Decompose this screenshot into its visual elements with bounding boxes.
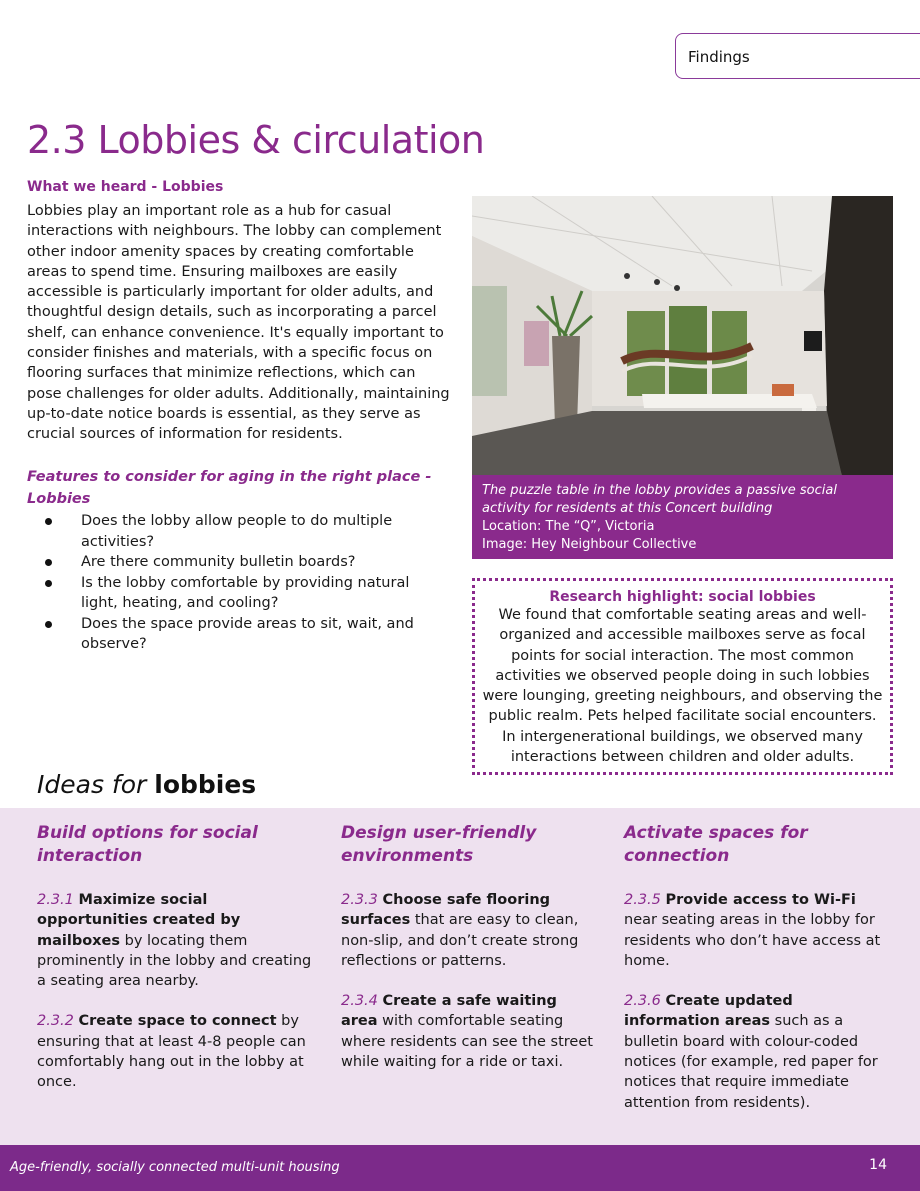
ideas-column-heading: Build options for social interaction [37,823,258,866]
idea-text: by locating them prominently in the lobby and creating a seating area nearby. [37,932,312,990]
ideas-title-bold: lobbies [154,770,257,799]
page-title: 2.3 Lobbies & circulation [27,118,485,162]
idea-item [624,991,889,1113]
ideas-column-connection [624,822,889,1133]
idea-number: 2.3.4 [341,993,378,1010]
photo-caption [472,475,893,559]
ideas-title [37,770,256,799]
ideas-column-heading: Design user-friendly environments [341,823,537,866]
idea-text: by ensuring that at least 4-8 people can comfortably hang out in the lobby at once. [37,1013,306,1091]
ideas-panel [0,808,920,1145]
photo-location: Location: The “Q”, Victoria [482,519,655,534]
ideas-column-heading: Activate spaces for connection [624,823,808,866]
idea-item [37,1011,317,1092]
feature-item: Are there community bulletin boards? [27,552,447,573]
page-footer [0,1145,920,1191]
idea-item [341,890,596,971]
idea-text: near seating areas in the lobby for residents who don’t have access at home. [624,912,881,969]
feature-item: Does the lobby allow people to do multiple activities? [27,511,447,552]
idea-item [341,991,596,1072]
idea-bold: Maximize social opportunities created by mailboxes [37,892,241,949]
idea-text: with comfortable seating where residents can see the street while waiting for a ride or taxi. [341,1013,593,1071]
features-heading: Features to consider for aging in the right place - Lobbies [27,469,432,507]
lobby-photo-illustration [472,196,893,476]
feature-item: Does the space provide areas to sit, wait, and observe? [27,614,447,655]
idea-text: such as a bulletin board with colour-coded notices (for example, red paper for notices that require immediate attention from residents). [624,1013,878,1111]
idea-number: 2.3.6 [624,993,661,1010]
idea-item [624,890,889,971]
idea-number: 2.3.3 [341,892,378,908]
idea-bold: Create a safe waiting area [341,993,557,1030]
footer-text: Age-friendly, socially connected multi-unit housing [10,1160,340,1175]
idea-item [37,890,317,991]
idea-number: 2.3.5 [624,892,661,908]
lobby-photo [472,196,893,476]
idea-number: 2.3.1 [37,892,74,908]
research-heading: Research highlight: social lobbies [549,589,816,605]
feature-item: Is the lobby comfortable by providing natural light, heating, and cooling? [27,573,447,614]
ideas-column-social [37,822,317,1113]
idea-bold: Provide access to Wi-Fi [665,892,856,908]
photo-caption-text: The puzzle table in the lobby provides a passive social activity for residents at this Concert building [482,483,837,516]
idea-number: 2.3.2 [37,1013,74,1030]
section-tab-label: Findings [688,48,750,66]
idea-text: that are easy to clean, non-slip, and don’t create strong reflections or patterns. [341,912,579,969]
what-we-heard-body: Lobbies play an important role as a hub for casual interactions with neighbours. The lobby can complement other indoor amenity spaces by creating comfortable areas to spend time. Ensuring mailboxes are easily accessible is particularly important for older adults, and thoughtful design details, such as incorporating a parcel shelf, can enhance convenience. It's equally important to consider finishes and materials, with a specific focus on flooring surfaces that minimize reflections, which can pose challenges for older adults. Additionally, maintaining up-to-date notice boards is essential, as they serve as crucial sources of information for residents. [27,203,450,443]
photo-credit: Image: Hey Neighbour Collective [482,537,697,552]
features-list [27,511,447,655]
ideas-title-italic: Ideas for [37,770,155,799]
research-highlight [472,578,893,775]
idea-bold: Choose safe flooring surfaces [341,892,551,929]
research-body: We found that comfortable seating areas and well-organized and accessible mailboxes serve as focal points for social interaction. The most common activities we observed people doing in such lobbies were lounging, greeting neighbours, and observing the public realm. Pets helped facilitate social encounters. In intergenerational buildings, we observed many interactions between children and older adults. [482,607,883,766]
idea-bold: Create updated information areas [624,993,793,1030]
idea-bold: Create space to connect [78,1013,277,1030]
what-we-heard-heading: What we heard - Lobbies [27,179,224,195]
ideas-column-environments [341,822,596,1092]
page-number: 14 [869,1157,887,1173]
section-tab [675,33,920,79]
